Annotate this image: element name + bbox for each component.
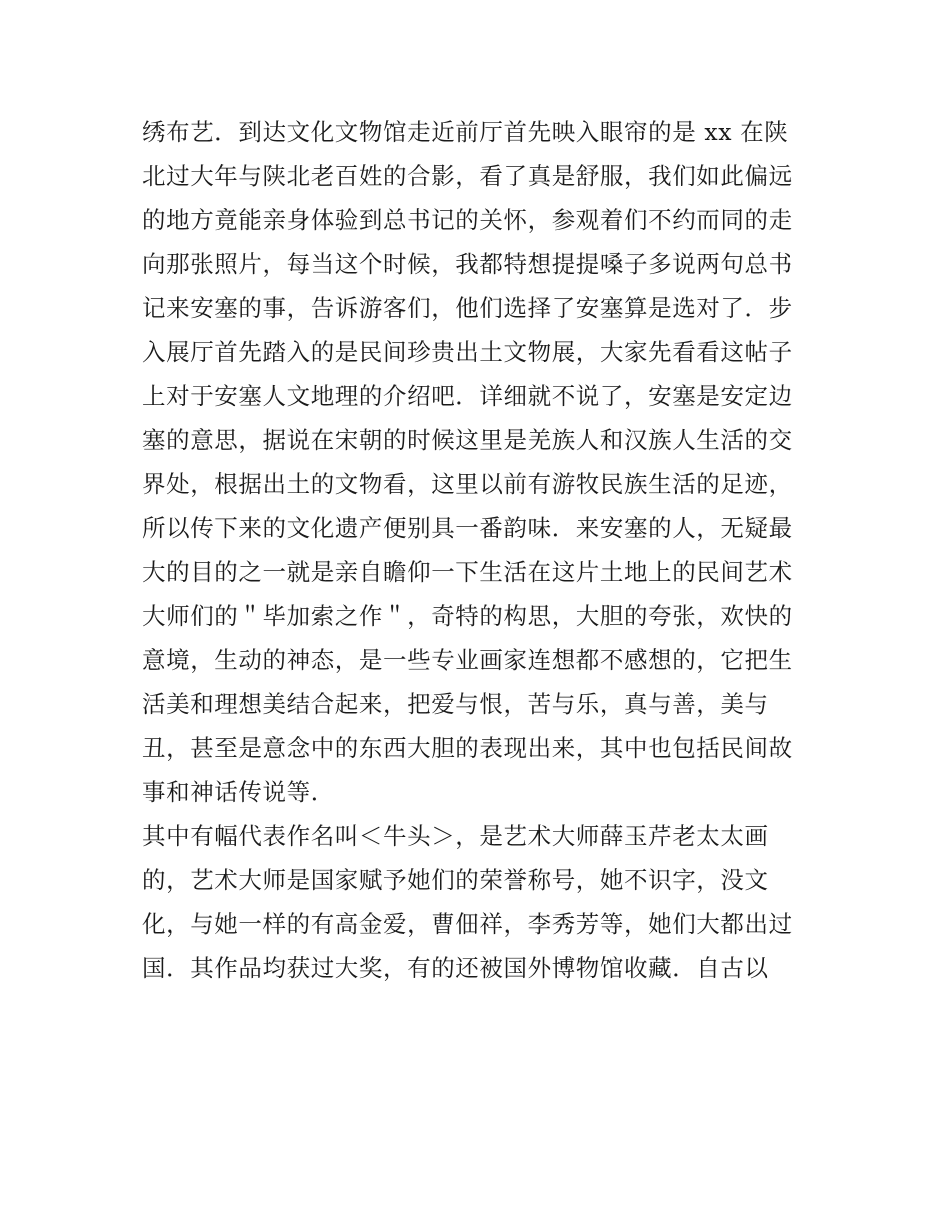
text-line: 界处，根据出土的文物看，这里以前有游牧民族生活的足迹， xyxy=(142,470,793,498)
text-line: 向那张照片，每当这个时候，我都特想提提嗓子多说两句总书 xyxy=(142,250,793,278)
text-line: 绣布艺．到达文化文物馆走近前厅首先映入眼帘的是 xx 在陕 xyxy=(142,118,789,146)
text-line: 大的目的之一就是亲自瞻仰一下生活在这片土地上的民间艺术 xyxy=(142,558,793,586)
text-line: 大师们的＂毕加索之作＂，奇特的构思，大胆的夸张，欢快的 xyxy=(142,602,793,630)
text-line: 其中有幅代表作名叫＜牛头＞，是艺术大师薛玉芹老太太画 xyxy=(142,822,769,850)
text-line: 入展厅首先踏入的是民间珍贵出土文物展，大家先看看这帖子 xyxy=(142,338,793,366)
text-line: 北过大年与陕北老百姓的合影，看了真是舒服，我们如此偏远 xyxy=(142,162,793,190)
text-line: 事和神话传说等． xyxy=(142,778,335,806)
text-line: 意境，生动的神态，是一些专业画家连想都不感想的，它把生 xyxy=(142,646,793,674)
text-line: 塞的意思，据说在宋朝的时候这里是羌族人和汉族人生活的交 xyxy=(142,426,793,454)
text-line: 上对于安塞人文地理的介绍吧．详细就不说了，安塞是安定边 xyxy=(142,382,793,410)
text-line: 国．其作品均获过大奖，有的还被国外博物馆收藏．自古以 xyxy=(142,954,769,982)
text-line: 的，艺术大师是国家赋予她们的荣誉称号，她不识字，没文 xyxy=(142,866,769,894)
text-line: 丑，甚至是意念中的东西大胆的表现出来，其中也包括民间故 xyxy=(142,734,793,762)
text-line: 所以传下来的文化遗产便别具一番韵味．来安塞的人，无疑最 xyxy=(142,514,793,542)
text-line: 活美和理想美结合起来，把爱与恨，苦与乐，真与善，美与 xyxy=(142,690,769,718)
text-line: 的地方竟能亲身体验到总书记的关怀，参观着们不约而同的走 xyxy=(142,206,793,234)
text-line: 记来安塞的事，告诉游客们，他们选择了安塞算是选对了．步 xyxy=(142,294,793,322)
text-line: 化，与她一样的有高金爱，曹佃祥，李秀芳等，她们大都出过 xyxy=(142,910,793,938)
body-text xyxy=(142,110,822,990)
